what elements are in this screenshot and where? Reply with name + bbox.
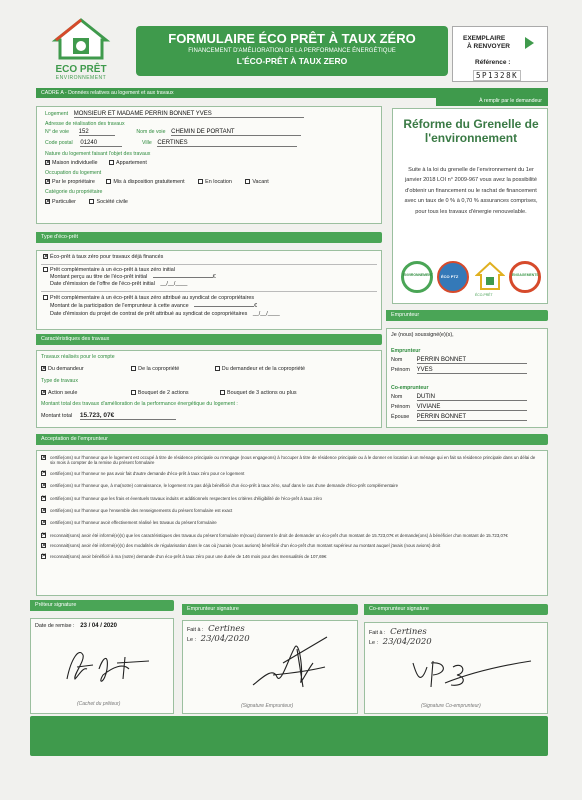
engagements-logo-text: ENGAGEMENTS xyxy=(512,273,539,277)
acceptation-item xyxy=(41,520,541,525)
voie-no-label: N° de voie xyxy=(45,129,69,135)
co-sig-title: Co-emprunteur signature xyxy=(369,606,429,612)
type-opt3-date-label: Date d'émission du projet de contrat de prêt attribué au syndicat de copropriétaires xyxy=(50,311,248,317)
cachet-label: (Cachet du prêteur) xyxy=(77,701,121,707)
co-prenom-field[interactable]: VIVIANE xyxy=(417,404,527,411)
travaux-2-label: Bouquet de 2 actions xyxy=(137,390,189,396)
emp-prenom-row xyxy=(391,367,527,374)
type-opt3-montant-field[interactable] xyxy=(194,306,254,307)
type-opt3-date xyxy=(50,311,280,317)
logo-subtitle: ENVIRONNEMENT xyxy=(55,75,107,81)
real-copro-label: De la copropriété xyxy=(138,366,180,372)
emp-nom-label: Nom xyxy=(391,357,403,363)
cat-particulier-label: Particulier xyxy=(52,199,76,205)
co-fait-row xyxy=(369,627,427,637)
co-sig-box xyxy=(364,622,548,714)
logo-title: ECO PRÊT xyxy=(55,64,107,75)
sig-co-label: (Signature Co-emprunteur) xyxy=(421,703,481,709)
acceptation-item-text: certifie(ons) sur l'honneur avoir effectivement réalisé les travaux du présent formulaire xyxy=(50,520,217,526)
soussigne-label: Je (nous) soussigné(e)(s), xyxy=(391,332,454,338)
type-opt2-label: Prêt complémentaire à un éco-prêt à taux zéro initial xyxy=(50,267,175,273)
logement-value[interactable]: MONSIEUR ET MADAME PERRIN BONNET YVES xyxy=(74,111,304,118)
type-pret-title: Type d'éco-prêt xyxy=(41,234,78,240)
exemplaire-label: EXEMPLAIRE xyxy=(463,35,506,42)
nature-label: Nature du logement faisant l'objet des travaux xyxy=(45,151,151,157)
montant-label: Montant total des travaux d'amélioration de la performance énergétique du logement : xyxy=(41,401,238,407)
occ-vacant-label: Vacant xyxy=(252,179,269,185)
date-remise-row xyxy=(35,623,117,629)
acceptation-checkbox[interactable] xyxy=(41,508,46,513)
emp-nom-row xyxy=(391,357,527,364)
co-fait-label: Fait à : xyxy=(369,630,386,636)
type-opt1-checkbox[interactable] xyxy=(43,254,48,259)
cadre-a-title: CADRE A - Données relatives au logement et aux travaux xyxy=(41,90,174,96)
occupation-label: Occupation du logement xyxy=(45,170,102,176)
emp-prenom-label: Prénom xyxy=(391,367,410,373)
logement-row xyxy=(45,111,304,118)
acceptation-list xyxy=(41,455,541,566)
reference-label: Référence : xyxy=(475,59,511,66)
acceptation-item-text: certifie(ons) sur l'honneur que l'ensemble des renseignements du présent formulaire est exact xyxy=(50,508,233,514)
co-emprunteur-signature xyxy=(405,653,535,693)
acceptation-item-text: certifie(ons) sur l'honneur ne pas avoir fait d'autre demande d'éco-prêt à taux zéro pour ce logement xyxy=(50,470,245,476)
emp-le-value[interactable]: 23/04/2020 xyxy=(200,634,250,644)
emp-fait-value[interactable]: Certines xyxy=(208,624,245,634)
acceptation-item xyxy=(41,471,541,476)
travaux-seule-checkbox[interactable] xyxy=(41,390,46,395)
a-renvoyer-label: À RENVOYER xyxy=(467,43,510,50)
emprunteur-signature xyxy=(243,627,343,697)
occ-gratuit-checkbox[interactable] xyxy=(106,179,111,184)
nature-maison-checkbox[interactable] xyxy=(45,160,50,165)
type-opt2-date-field[interactable]: __/__/____ xyxy=(160,281,188,287)
type-opt3-montant xyxy=(50,303,257,309)
reforme-body: Suite à la loi du grenelle de l'environnement du 1er janvier 2018 LOI n° 2009-967 vous avez la possibilité d'obtenir un financement ou le rachat de financement avec un taux de 0 % à 0,70 % assurances comprises, pour tous les travaux d'énergie renouvelable. xyxy=(404,167,538,215)
co-emprunteur-label: Co-emprunteur xyxy=(391,385,429,391)
cat-societe-checkbox[interactable] xyxy=(89,199,94,204)
acceptation-checkbox[interactable] xyxy=(41,543,46,548)
travaux-seule-label: Action seule xyxy=(48,390,78,396)
page-subtitle-2: L'ÉCO-PRÊT À TAUX ZERO xyxy=(236,56,348,66)
co-fait-value[interactable]: Certines xyxy=(390,627,427,637)
travaux-2-checkbox[interactable] xyxy=(131,390,136,395)
acceptation-item xyxy=(41,543,541,548)
footer-band xyxy=(30,716,548,756)
date-remise-label: Date de remise : xyxy=(35,623,75,629)
nature-appartement-checkbox[interactable] xyxy=(109,160,114,165)
eco-ptz-logo-text: ÉCO PTZ xyxy=(441,274,459,279)
voie-nom-label: Nom de voie xyxy=(136,129,166,135)
preteur-sig-title: Prêteur signature xyxy=(35,602,77,608)
reforme-box xyxy=(392,108,548,304)
reforme-title: Réforme du Grenelle de l'environnement xyxy=(403,117,539,145)
voie-row xyxy=(45,129,301,136)
ville-field[interactable]: CERTINES xyxy=(157,140,297,147)
emprunteur-bar xyxy=(386,310,548,321)
nature-options xyxy=(45,160,147,166)
cp-field[interactable]: 01240 xyxy=(80,140,122,147)
nature-maison-label: Maison individuelle xyxy=(52,160,98,166)
type-opt2-date xyxy=(50,281,187,287)
occ-proprietaire-checkbox[interactable] xyxy=(45,179,50,184)
label-logos xyxy=(399,255,543,299)
emp-sig-title: Emprunteur signature xyxy=(187,606,239,612)
occ-gratuit-label: Mis à disposition gratuitement xyxy=(113,179,185,185)
co-nom-row xyxy=(391,394,527,401)
caracteristiques-box xyxy=(36,350,382,428)
acceptation-item-text: certifie(ons) sur l'honneur que le logement est occupé à titre de résidence principale ou m'engage (nous engageons) à l'occuper à titre de résidence principale ou à le donner en location à un ménage qui en fait sa résidence principale dans un délai de six mois à compter de la remise du présent formulaire xyxy=(50,455,536,466)
travaux-3-label: Bouquet de 3 actions ou plus xyxy=(227,390,297,396)
acceptation-item xyxy=(41,554,541,559)
occ-location-checkbox[interactable] xyxy=(198,179,203,184)
co-sig-bar xyxy=(364,604,548,615)
environnement-logo-text: ENVIRONNEMENT xyxy=(403,273,433,277)
acceptation-title: Acceptation de l'emprunteur xyxy=(41,436,108,442)
occ-location-label: En location xyxy=(205,179,232,185)
epouse-row xyxy=(391,414,527,421)
preteur-sig-bar xyxy=(30,600,174,611)
realises-options xyxy=(41,366,305,372)
acceptation-checkbox[interactable] xyxy=(41,533,46,538)
acceptation-checkbox[interactable] xyxy=(41,496,46,501)
type-opt3-montant-label: Montant de la participation de l'emprunteur à cette avance xyxy=(50,303,189,309)
voie-nom-field[interactable]: CHEMIN DE PORTANT xyxy=(171,129,301,136)
cadre-a-note xyxy=(436,96,548,106)
acceptation-item-text: certifie(ons) sur l'honneur que, à ma(notre) connaissance, le logement n'a pas déjà bénéficié d'un éco-prêt à taux zéro, sauf dans le cas d'une demande d'éco-prêt complémentaire xyxy=(50,483,399,489)
emprunteur-box xyxy=(386,328,548,428)
caracteristiques-bar xyxy=(36,334,382,345)
acceptation-item-text: reconnait(sons) avoir été informé(e)(s) que les caractéristiques des travaux du présent formulaire m(nous) donnent le droit de demander un éco-prêt d'un montant de 15.723,07€ et demande(ons) à bénéficier d'un montant de 15.723,07€ xyxy=(50,532,508,538)
realises-label: Travaux réalisés pour le compte xyxy=(41,354,115,360)
emp-nom-field[interactable]: PERRIN BONNET xyxy=(417,357,527,364)
ville-label: Ville xyxy=(142,140,152,146)
emp-le-label: Le : xyxy=(187,637,196,643)
type-opt3-checkbox[interactable] xyxy=(43,295,48,300)
co-le-value[interactable]: 23/04/2020 xyxy=(382,637,432,647)
co-nom-field[interactable]: DUTIN xyxy=(417,394,527,401)
real-demandeur-checkbox[interactable] xyxy=(41,366,46,371)
cadre-a-note-text: À remplir par le demandeur xyxy=(479,98,542,104)
type-opt2-montant-field[interactable] xyxy=(153,277,213,278)
real-both-checkbox[interactable] xyxy=(215,366,220,371)
acceptation-item xyxy=(41,496,541,501)
caracteristiques-title: Caractéristiques des travaux xyxy=(41,336,110,342)
sig-emp-label: (Signature Emprunteur) xyxy=(241,703,294,709)
acceptation-checkbox[interactable] xyxy=(41,483,46,488)
house-logo-icon xyxy=(38,18,124,62)
eco-pret-logo-icon xyxy=(475,261,505,293)
type-opt2-checkbox[interactable] xyxy=(43,267,48,272)
euro-sign-2: € xyxy=(254,303,258,309)
cp-label: Code postal xyxy=(45,140,73,146)
type-opt2-date-label: Date d'émission de l'offre de l'éco-prêt initial xyxy=(50,281,155,287)
type-travaux-label: Type de travaux xyxy=(41,378,78,384)
real-both-label: Du demandeur et de la copropriété xyxy=(221,366,306,372)
categorie-options xyxy=(45,199,128,205)
emprunteur-title: Emprunteur xyxy=(391,312,420,318)
travaux-3-checkbox[interactable] xyxy=(220,390,225,395)
type-opt2-montant-label: Montant perçu au titre de l'éco-prêt initial xyxy=(50,274,148,280)
reference-box xyxy=(452,26,548,82)
epouse-label: Épouse xyxy=(391,414,410,420)
preteur-sig-box xyxy=(30,618,174,714)
categorie-label: Catégorie du propriétaire xyxy=(45,189,103,195)
ville-row xyxy=(45,140,297,147)
type-opt3-label: Prêt complémentaire à un éco-prêt à taux zéro attribué au syndicat de copropriétaires xyxy=(50,295,255,301)
type-opt3-date-field[interactable]: __/__/____ xyxy=(252,311,280,317)
type-pret-bar xyxy=(36,232,382,243)
emp-sig-bar xyxy=(182,604,358,615)
co-le-row xyxy=(369,637,432,647)
cat-societe-label: Société civile xyxy=(96,199,128,205)
emp-fait-row xyxy=(187,624,245,634)
real-copro-checkbox[interactable] xyxy=(131,366,136,371)
montant-total-label: Montant total xyxy=(41,413,73,419)
logement-label: Logement xyxy=(45,111,69,117)
acceptation-item-text: reconnait(sons) avoir été informé(e)(s) des modalités de régularisation dans le cas où j'aurais (nous aurions) bénéficié d'un éco-prêt d'un montant supérieur au montant auquel j'avais (nous avions) droit xyxy=(50,543,441,549)
emp-prenom-field[interactable]: YVES xyxy=(417,367,527,374)
type-pret-box xyxy=(36,250,382,330)
acceptation-box xyxy=(36,450,548,596)
montant-total-field[interactable]: 15.723, 07€ xyxy=(80,412,176,420)
occ-proprietaire-label: Par le propriétaire xyxy=(52,179,95,185)
cat-particulier-checkbox[interactable] xyxy=(45,199,50,204)
logo xyxy=(38,18,124,84)
euro-sign-1: € xyxy=(212,274,216,280)
engagements-logo-icon xyxy=(509,261,541,293)
date-remise-value[interactable]: 23 / 04 / 2020 xyxy=(80,623,117,629)
co-le-label: Le : xyxy=(369,640,378,646)
type-opt1-row xyxy=(43,254,163,260)
voie-no-field[interactable]: 152 xyxy=(79,129,115,136)
page-subtitle-1: FINANCEMENT D'AMÉLIORATION DE LA PERFORMANCE ÉNERGÉTIQUE xyxy=(188,48,396,54)
acceptation-checkbox[interactable] xyxy=(41,455,46,460)
type-opt3-row xyxy=(43,295,254,301)
real-demandeur-label: Du demandeur xyxy=(48,366,84,372)
acceptation-item xyxy=(41,455,541,466)
acceptation-checkbox[interactable] xyxy=(41,471,46,476)
acceptation-item xyxy=(41,483,541,488)
environnement-logo-icon xyxy=(401,261,433,293)
acceptation-checkbox[interactable] xyxy=(41,520,46,525)
preteur-signature xyxy=(53,639,163,689)
acceptation-item-text: certifie(ons) sur l'honneur que les frais et éventuels travaux induits et additionnels respectent les critères d'éligibilité de l'éco-prêt à taux zéro xyxy=(50,495,322,501)
occ-vacant-checkbox[interactable] xyxy=(245,179,250,184)
adresse-label: Adresse de réalisation des travaux xyxy=(45,121,125,127)
acceptation-item-text: reconnait(sons) avoir bénéficié à ma (notre) demande d'un éco-prêt à taux zéro pour une durée de 146 mois pour des mensualités de 107,69€ xyxy=(50,553,327,559)
co-prenom-row xyxy=(391,404,527,411)
co-prenom-label: Prénom xyxy=(391,404,410,410)
arrow-right-icon xyxy=(525,37,534,49)
emp-le-row xyxy=(187,634,250,644)
acceptation-item xyxy=(41,533,541,538)
title-banner xyxy=(136,26,448,76)
type-opt1-label: Éco-prêt à taux zéro pour travaux déjà financés xyxy=(50,254,164,260)
montant-row xyxy=(41,412,176,420)
eco-pret-logo-text: ÉCO-PRÊT xyxy=(475,293,493,297)
type-opt2-row xyxy=(43,267,175,273)
co-nom-label: Nom xyxy=(391,394,403,400)
reference-value: 5P1328K xyxy=(473,70,521,81)
type-travaux-options xyxy=(41,390,297,396)
emp-fait-label: Fait à : xyxy=(187,627,204,633)
acceptation-bar xyxy=(36,434,548,445)
acceptation-item xyxy=(41,508,541,513)
epouse-field[interactable]: PERRIN BONNET xyxy=(417,414,527,421)
acceptation-checkbox[interactable] xyxy=(41,554,46,559)
emprunteur-sub-label: Emprunteur xyxy=(391,348,421,354)
nature-appartement-label: Appartement xyxy=(116,160,147,166)
emp-sig-box xyxy=(182,620,358,714)
page-title: FORMULAIRE ÉCO PRÊT À TAUX ZÉRO xyxy=(168,31,416,46)
cadre-a-box xyxy=(36,106,382,224)
type-opt2-montant xyxy=(50,274,216,280)
occupation-options xyxy=(45,179,269,185)
